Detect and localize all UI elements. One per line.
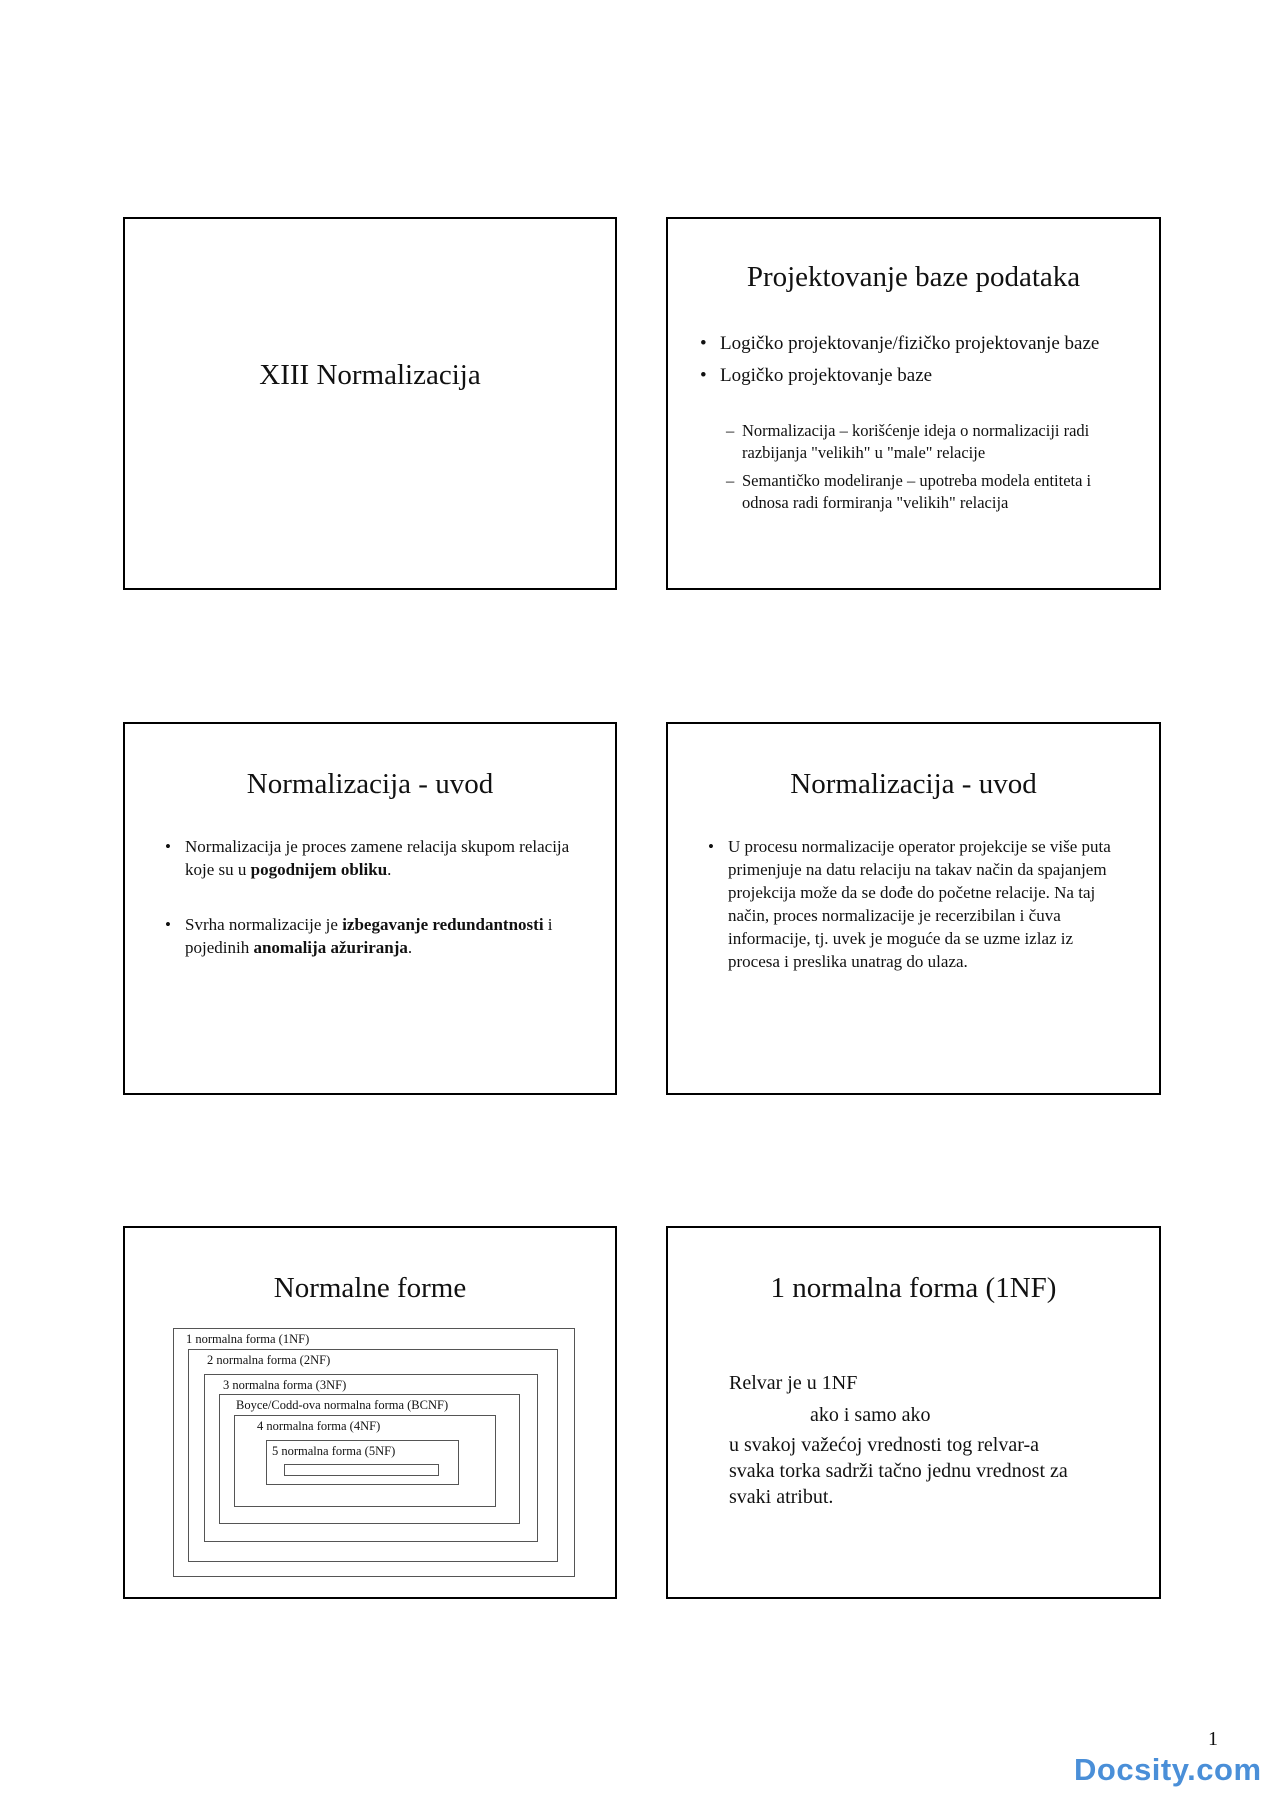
slide-2-title: Projektovanje baze podataka xyxy=(746,261,1081,293)
slide-6-title: 1 normalna forma (1NF) xyxy=(770,1272,1057,1304)
slide-3-bullets xyxy=(165,835,585,959)
nf-label-5nf: 5 normalna forma (5NF) xyxy=(272,1444,396,1458)
sub-bullet-item: – Normalizacija – korišćenje ideja o normalizaciji radi razbijanja "velikih" u "male" relacije xyxy=(726,420,1116,464)
bullet-item: • Normalizacija je proces zamene relacija skupom relacija koje su u pogodnijem obliku. xyxy=(165,835,585,881)
slide-3-title: Normalizacija - uvod xyxy=(246,768,494,800)
slide-6-line-3: u svakoj važećoj vrednosti tog relvar-a xyxy=(729,1434,1040,1456)
page-number: 1 xyxy=(1208,1728,1218,1750)
slide-4-bullets xyxy=(708,835,1118,973)
nf-label-4nf: 4 normalna forma (4NF) xyxy=(257,1419,381,1433)
slide-1 xyxy=(123,217,617,590)
slide-6 xyxy=(666,1226,1161,1599)
slide-4-title: Normalizacija - uvod xyxy=(790,768,1037,800)
nf-box-innermost xyxy=(284,1464,439,1476)
slide-6-line-4: svaka torka sadrži tačno jednu vrednost za xyxy=(729,1460,1068,1482)
slide-3 xyxy=(123,722,617,1095)
slide-2-bullets xyxy=(700,331,1120,392)
bullet-item: • Svrha normalizacije je izbegavanje redundantnosti i pojedinih anomalija ažuriranja. xyxy=(165,913,585,959)
nf-label-1nf: 1 normalna forma (1NF) xyxy=(186,1332,310,1346)
slide-6-line-5: svaki atribut. xyxy=(729,1486,834,1508)
slide-1-title: XIII Normalizacija xyxy=(259,359,481,391)
slide-2-subbullets xyxy=(726,420,1116,514)
bullet-item: • Logičko projektovanje/fizičko projektovanje baze xyxy=(700,331,1120,357)
slide-5-title: Normalne forme xyxy=(273,1272,467,1304)
bullet-item: • Logičko projektovanje baze xyxy=(700,363,1120,389)
bullet-item: • U procesu normalizacije operator projekcije se više puta primenjuje na datu relaciju na takav način da spajanjem projekcija može da se dođe do početne relacije. Na taj način, proces normalizacije je recerzibilan i čuva informacije, tj. uvek je moguće da se uzme izlaz iz procesa i preslika unatrag do ulaza. xyxy=(708,835,1118,973)
slide-6-line-2: ako i samo ako xyxy=(810,1404,931,1426)
sub-bullet-item: – Semantičko modeliranje – upotreba modela entiteta i odnosa radi formiranja "velikih" relacija xyxy=(726,470,1116,514)
nf-label-2nf: 2 normalna forma (2NF) xyxy=(207,1353,331,1367)
nf-label-3nf: 3 normalna forma (3NF) xyxy=(223,1378,347,1392)
docsity-watermark[interactable]: Docsity.com xyxy=(1074,1752,1262,1787)
slide-6-line-1: Relvar je u 1NF xyxy=(729,1372,858,1394)
slide-4 xyxy=(666,722,1161,1095)
nf-label-bcnf: Boyce/Codd-ova normalna forma (BCNF) xyxy=(236,1398,449,1412)
slide-5 xyxy=(123,1226,617,1599)
slide-2 xyxy=(666,217,1161,590)
